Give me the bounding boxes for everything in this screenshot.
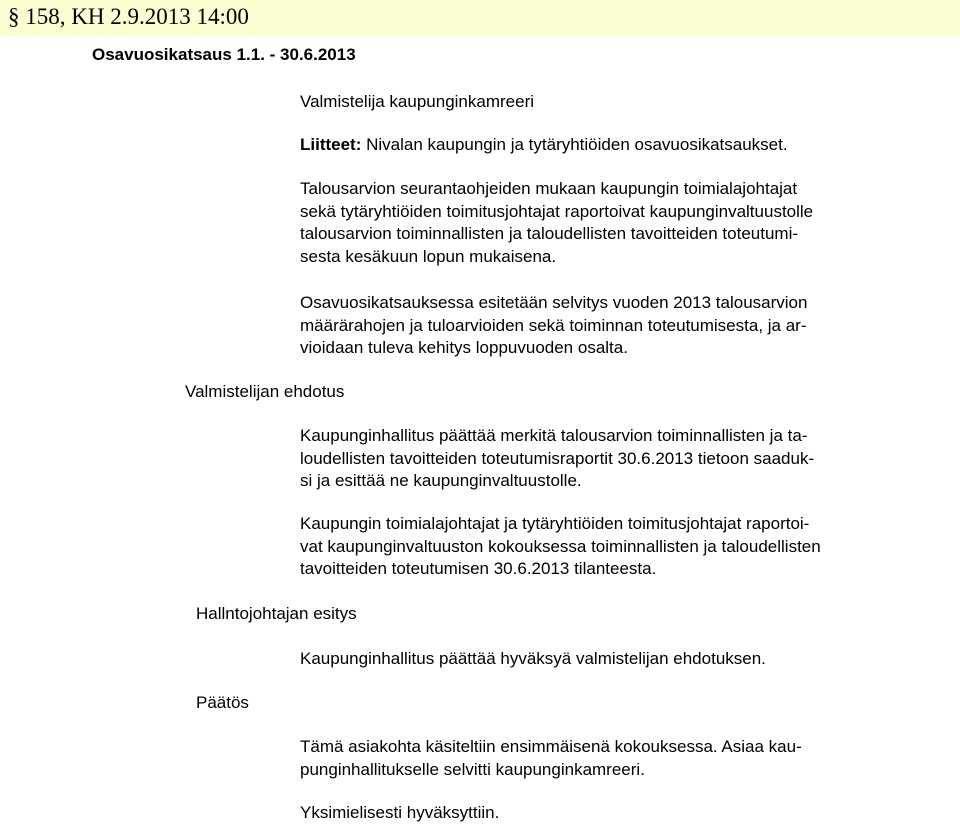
label-preparer-proposal: Valmistelijan ehdotus <box>185 382 345 401</box>
paragraph-line: vat kaupunginvaltuuston kokouksessa toiminnallisten ja taloudellisten <box>300 536 821 556</box>
section-header-title: § 158, KH 2.9.2013 14:00 <box>8 4 249 29</box>
paragraph-line: talousarvion toiminnallisten ja taloudellisten tavoitteiden toteutumi- <box>300 224 799 243</box>
paragraph-line: Kaupunginhallitus päättää merkitä talousarvion toiminnallisten ja ta- <box>300 426 808 445</box>
document-subject: Osavuosikatsaus 1.1. - 30.6.2013 <box>92 45 356 64</box>
paragraph-line: Tämä asiakohta käsiteltiin ensimmäisenä kokouksessa. Asiaa kau- <box>300 737 802 756</box>
paragraph-line: Yksimielisesti hyväksyttiin. <box>300 803 500 822</box>
label-decision: Päätös <box>196 693 249 712</box>
label-director-proposal: Hallntojohtajan esitys <box>196 604 357 623</box>
paragraph-line: määrärahojen ja tuloarvioiden sekä toiminnan toteutumisesta, ja ar- <box>300 315 807 335</box>
paragraph-line: loudellisten tavoitteiden toteutumisraportit 30.6.2013 tietoon saaduk- <box>300 448 815 468</box>
paragraph-line: Talousarvion seurantaohjeiden mukaan kaupungin toimialajohtajat <box>300 179 798 198</box>
paragraph-line: sekä tytäryhtiöiden toimitusjohtajat raportoivat kaupunginvaltuustolle <box>300 201 814 221</box>
paragraph-line: Kaupungin toimialajohtajat ja tytäryhtiöiden toimitusjohtajat raportoi- <box>300 514 810 533</box>
paragraph-budget-monitoring <box>300 178 813 268</box>
paragraph-line: Kaupunginhallitus päättää hyväksyä valmistelijan ehdotuksen. <box>300 649 766 668</box>
paragraph-line: tavoitteiden toteutumisen 30.6.2013 tilanteesta. <box>300 559 657 578</box>
preparer-line: Valmistelija kaupunginkamreeri <box>300 92 535 111</box>
paragraph-line: Osavuosikatsauksessa esitetään selvitys vuoden 2013 talousarvion <box>300 293 808 312</box>
paragraph-approved <box>300 802 499 825</box>
paragraph-reporting <box>300 513 821 581</box>
paragraph-line: si ja esittää ne kaupunginvaltuustolle. <box>300 471 582 490</box>
header-band <box>0 0 960 36</box>
paragraph-line: sesta kesäkuun lopun mukaisena. <box>300 246 557 266</box>
attachments-text: Nivalan kaupungin ja tytäryhtiöiden osavuosikatsaukset. <box>361 135 788 154</box>
attachments-label: Liitteet: <box>300 135 362 154</box>
paragraph-director-proposal <box>300 648 766 671</box>
paragraph-line: vioidaan tuleva kehitys loppuvuoden osalta. <box>300 338 628 357</box>
paragraph-proposal <box>300 425 814 493</box>
paragraph-interim-report <box>300 292 807 360</box>
paragraph-decision <box>300 736 802 781</box>
attachments-line <box>300 134 788 156</box>
paragraph-line: punginhallitukselle selvitti kaupunginkamreeri. <box>300 759 645 779</box>
